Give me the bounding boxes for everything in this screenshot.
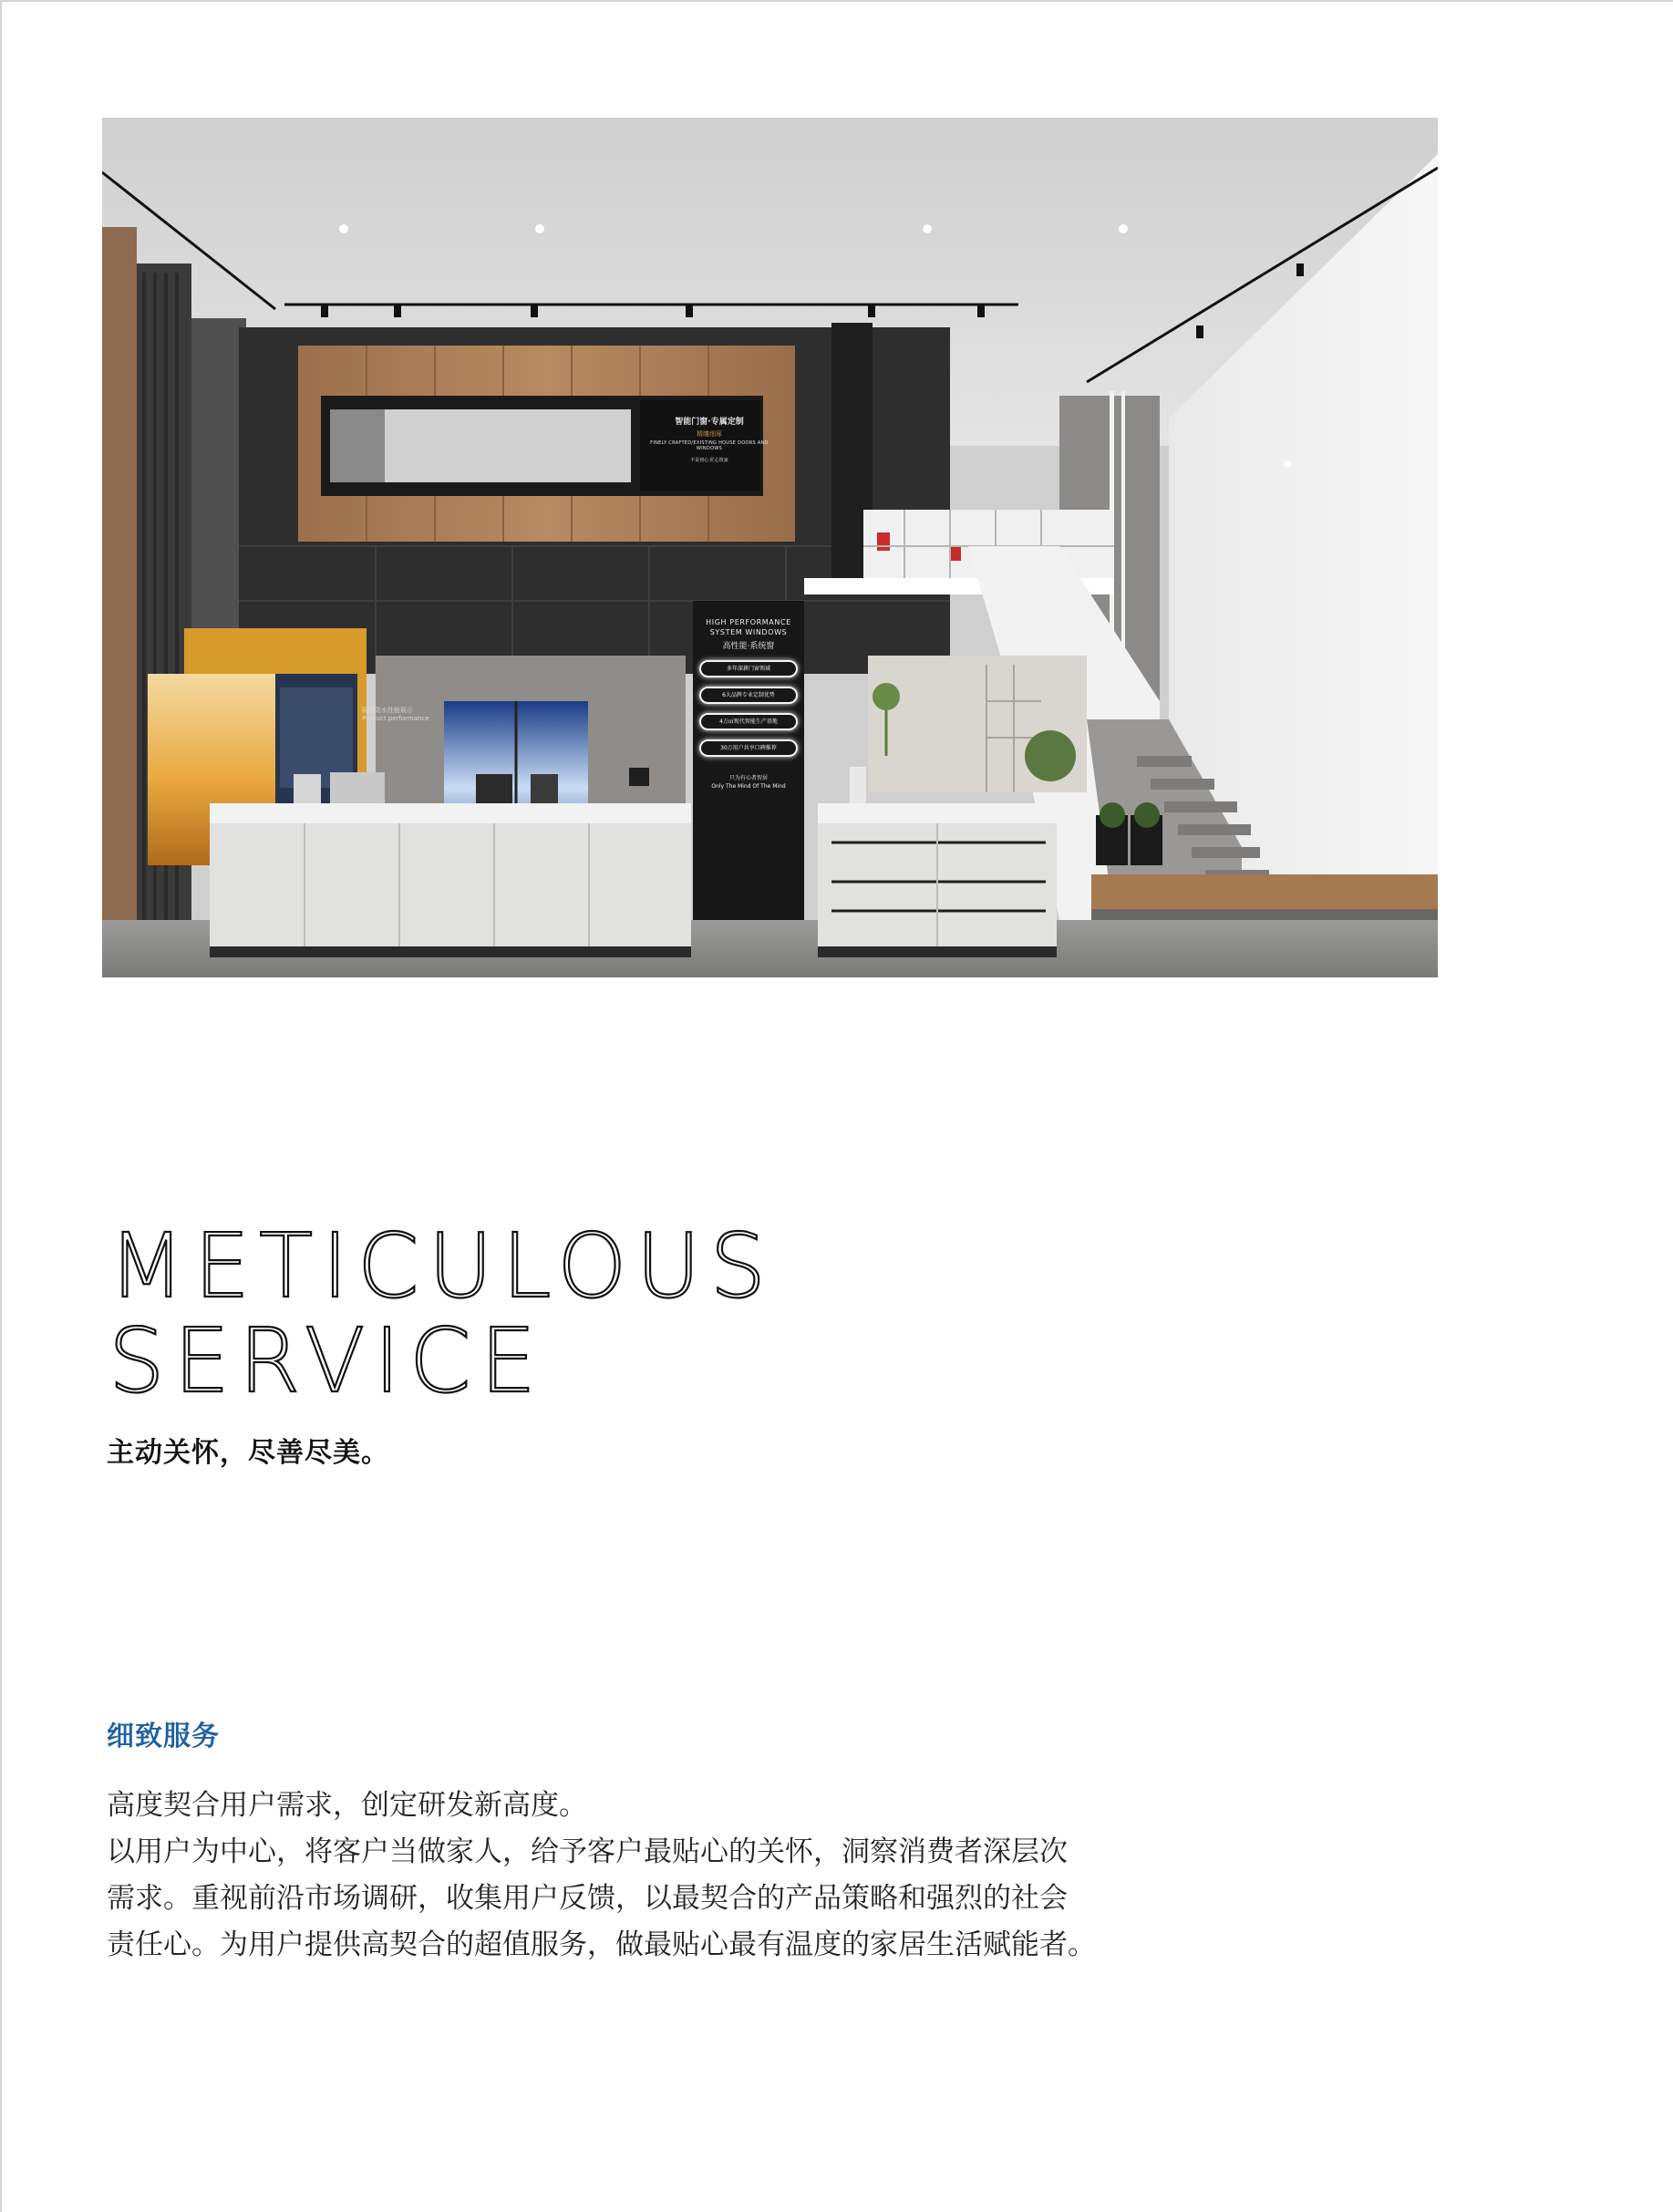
pillar-sign-en-line1: HIGH PERFORMANCE [706,618,791,626]
headline-line-1: METICULOUS [108,1215,776,1318]
subtitle: 主动关怀，尽善尽美。 [107,1437,389,1469]
pillar-sign-en-line2: SYSTEM WINDOWS [709,628,788,636]
upper-sign-footer: 不是初心·匠心筑家 [690,458,728,463]
upper-sign-title: 智能门窗·专属定制 [675,418,744,427]
screen-label [362,707,480,723]
pillar-pill-2: 6大品牌专业定制优势 [699,687,798,704]
pillar-pill-3: 4万㎡现代智能生产基地 [699,713,798,730]
screen-label-en: Product performance [362,715,429,722]
pillar-pill-4: 30万用户共享口碑推荐 [699,739,798,757]
pillar-sign-footer-en: Only The Mind Of The Mind [711,783,786,790]
section-title: 细致服务 [107,1721,220,1752]
showroom-illustration [102,118,1438,977]
body-line-4: 责任心。为用户提供高契合的超值服务，做最贴心最有温度的家居生活赋能者。 [107,1928,1096,1961]
headline-line-2: SERVICE [108,1309,545,1412]
upper-sign-subtitle: 精雕细琢 [697,430,722,438]
upper-sign-english: FINELY CRAFTED/EXISTING HOUSE DOORS AND WINDOWS [650,440,769,451]
pillar-sign-footer-cn: 只为有心者智居 [728,775,768,781]
pillar-sign [693,617,804,790]
pillar-pill-1: 多年深耕门窗领域 [699,660,798,677]
body-line-1: 高度契合用户需求，创定研发新高度。 [107,1789,587,1822]
showroom-photo [102,118,1438,977]
body-line-3: 需求。重视前沿市场调研，收集用户反馈，以最契合的产品策略和强烈的社会 [107,1882,1068,1915]
upper-display-sign [649,408,769,481]
pillar-sign-cn: 高性能·系统窗 [722,642,775,651]
headline [108,1215,776,1412]
screen-label-cn: 隔音防水性能展示 [362,707,413,714]
body-text [107,1783,1164,1969]
body-line-2: 以用户为中心，将客户当做家人，给予客户最贴心的关怀，洞察消费者深层次 [107,1835,1068,1868]
